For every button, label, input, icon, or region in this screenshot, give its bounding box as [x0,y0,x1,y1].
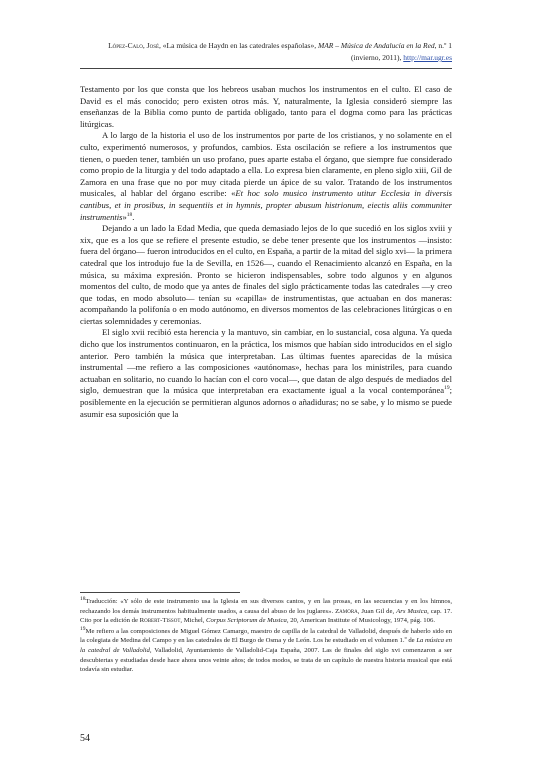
footnote-18-text-d: , Michel, [180,617,207,625]
page-number: 54 [80,733,90,744]
footnote-18-editor: Robert-Tissot [139,617,181,625]
header-divider [80,68,452,69]
paragraph-4-text: El siglo xvii recibió esta herencia y la mantuvo, sin cambiar, en lo sustancial, cosa alguna. Ya queda dicho que los instrumentos continuaron, en la práctica, los mismos que habían sido introducidos en el siglo anterior. Pero también la música que interpretaban. Las últimas fuentes aparecidas de la música instrumental —me refiero a las composiciones «autónomas», hechas para los ministriles, para cuando actuaban en solitario, no cuando lo hacían con el coro vocal—, que datan de algo después de mediados del siglo, demuestran que la música que interpretaban era exactamente igual a la vocal contemporánea [80,327,452,396]
footnote-18-series: Corpus Scriptorum de Musica [206,617,287,625]
paragraph-4-tail: ; posiblemente en la ejecución se permitieran algunos adornos o añadiduras; no se sabe, y lo mismo se puede asumir esa suposición que la [80,385,452,419]
footnote-19 [80,627,452,675]
paragraph-2-tail: . [132,211,135,222]
footnote-ref-18[interactable]: 18 [126,211,133,218]
paragraph-2 [80,130,452,223]
footnote-18 [80,597,452,626]
footnote-18-number: 18 [80,595,86,602]
header-journal: MAR – Música de Andalucía en la Red [317,41,435,50]
paragraph-3: Dejando a un lado la Edad Media, que queda demasiado lejos de lo que sucedió en los siglos xviii y xix, que es a los que se refiere el presente estudio, se debe tener presente que los instrumentos —insisto: fuera del órgano— fueron introducidos en el culto, en España, a partir de la mitad del siglo xvi— la primera catedral que los introdujo fue la de Sevilla, en 1526—, cuando el Renacimiento alcanzó en España, en la música, su máxima expresión. Pronto se hicieron indispensables, sobre todo algunos y en algunos momentos del culto, de modo que ya antes de finales del siglo prácticamente todas las catedrales —y creo que todas, en modo absoluto— tenían su «capilla» de instrumentistas, que actuaban en dos maneras: acompañando la polifonía o en modo autónomo, en diversos momentos de las celebraciones litúrgicas o en ciertas solemnidades y ceremonias. [80,223,452,326]
footnote-18-author: Zamora [335,607,358,615]
quote-close: » [122,211,127,222]
footnote-18-text-e: , 20, American Institute of Musicology, 1974, pág. 106. [286,617,435,625]
header-url-link[interactable]: http://mar.ugr.es [403,53,452,62]
main-text [80,84,452,420]
footnote-18-text-b: , Juan Gil de, [357,607,397,615]
paragraph-2-text: A lo largo de la historia el uso de los instrumentos por parte de los cristianos, y no solamente en el culto, experimentó numerosos, y profundos, cambios. Esta oscilación se refiere a los instrumentos que tienen, o pueden tener, también un uso profano, pues aparte estaba el órgano, que siempre fue considerado como propio de la liturgia y del todo adaptado a ella. Lo expresa bien claramente, en pleno siglo xiii, Gil de Zamora en una frase que no por muy citada pierde un ápice de su valor. Tratando de los instrumentos musicales, al hablar del órgano escribe: « [80,130,452,199]
running-header [80,40,452,64]
footnote-divider [80,592,240,593]
footnote-19-work: La música en la catedral de Valladolid [80,637,452,654]
header-issue: , n.º 1 (invierno, 2011), [351,41,452,62]
header-author: López-Calo, José, [108,41,161,50]
paragraph-1: Testamento por los que consta que los hebreos usaban muchos los instrumentos en el culto. El caso de David es el más conocido; pero existen otros más. Y, naturalmente, la Iglesia consideró siempre las enseñanzas de la Biblia como punto de partida obligado, tanto para el dogma como para las prácticas litúrgicas. [80,84,452,129]
footnote-19-text: Me refiero a las composiciones de Miguel Gómez Camargo, maestro de capilla de la catedral de Valladolid, después de haberlo sido en la colegiata de Medina del Campo y en las catedrales de El Burgo de Osma y de León. Los he estudiado en el volumen 1.º de [80,627,452,645]
footnote-19-text-b: , Valladolid, Ayuntamiento de Valladolid-Caja España, 2007. Las de finales del siglo xvi comenzaron a ser descubiertas y estudiadas desde hace ahora unos veinte años; de todos modos, se trata de un capítulo de nuestra historia musical que está todavía sin estudiar. [80,646,452,674]
footnote-18-text-c: , cap. 17. Cito por la edición de [80,607,452,625]
footnotes [80,597,452,676]
latin-quote: Et hoc solo musico instrumento utitur Ecclesia in diversis cantibus, et in prosibus, in sequentiis et in hymnis, propter abusum histrionum, eiectis aliis communiter instrumentis [80,188,453,222]
footnote-18-text: Traducción: «Y sólo de este instrumento usa la Iglesia en sus diversos cantos, y en las prosas, en las secuencias y en los himnos, rechazando los demás instrumentos habitualmente usados, a causa del abuso de los juglares». [80,598,452,615]
footnote-18-work: Ars Musica [396,607,428,615]
header-article-title: «La música de Haydn en las catedrales españolas», [160,41,318,50]
footnote-19-number: 19 [80,625,86,632]
paragraph-4 [80,327,452,420]
footnote-ref-19[interactable]: 19 [444,385,450,392]
